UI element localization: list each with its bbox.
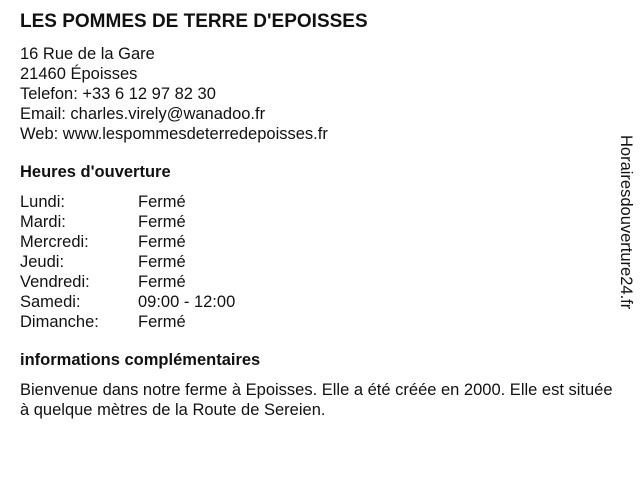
hours-row-vendredi xyxy=(20,272,620,292)
phone[interactable]: Telefon: +33 6 12 97 82 30 xyxy=(20,85,216,103)
info-text: Bienvenue dans notre ferme à Epoisses. Elle a été créée en 2000. Elle est située à quelque mètres de la Route de Sereien. xyxy=(20,381,613,419)
hours-value: Fermé xyxy=(138,233,186,251)
hours-value: Fermé xyxy=(138,313,186,331)
hours-day: Jeudi: xyxy=(20,253,65,271)
address-line-1: 16 Rue de la Gare xyxy=(20,45,155,63)
hours-heading: Heures d'ouverture xyxy=(20,163,171,181)
business-card xyxy=(20,10,620,420)
hours-row-jeudi xyxy=(20,252,620,272)
hours-row-mercredi xyxy=(20,232,620,252)
website[interactable]: Web: www.lespommesdeterredepoisses.fr xyxy=(20,125,328,143)
hours-day: Lundi: xyxy=(20,193,65,211)
hours-day: Vendredi: xyxy=(20,273,90,291)
hours-value: Fermé xyxy=(138,193,186,211)
hours-day: Dimanche: xyxy=(20,313,99,331)
hours-day: Samedi: xyxy=(20,293,81,311)
hours-value: Fermé xyxy=(138,253,186,271)
address-line-2: 21460 Époisses xyxy=(20,65,138,83)
hours-value: Fermé xyxy=(138,273,186,291)
hours-row-mardi xyxy=(20,212,620,232)
hours-value: Fermé xyxy=(138,213,186,231)
email[interactable]: Email: charles.virely@wanadoo.fr xyxy=(20,105,266,123)
hours-row-dimanche xyxy=(20,312,620,332)
hours-row-lundi xyxy=(20,192,620,212)
site-watermark-label: Horairesdouverture24.fr xyxy=(617,135,635,310)
info-heading: informations complémentaires xyxy=(20,351,261,369)
hours-table xyxy=(20,192,620,332)
hours-value: 09:00 - 12:00 xyxy=(138,293,236,311)
business-name: LES POMMES DE TERRE D'EPOISSES xyxy=(20,11,368,32)
hours-day: Mercredi: xyxy=(20,233,89,251)
hours-row-samedi xyxy=(20,292,620,312)
hours-day: Mardi: xyxy=(20,213,66,231)
